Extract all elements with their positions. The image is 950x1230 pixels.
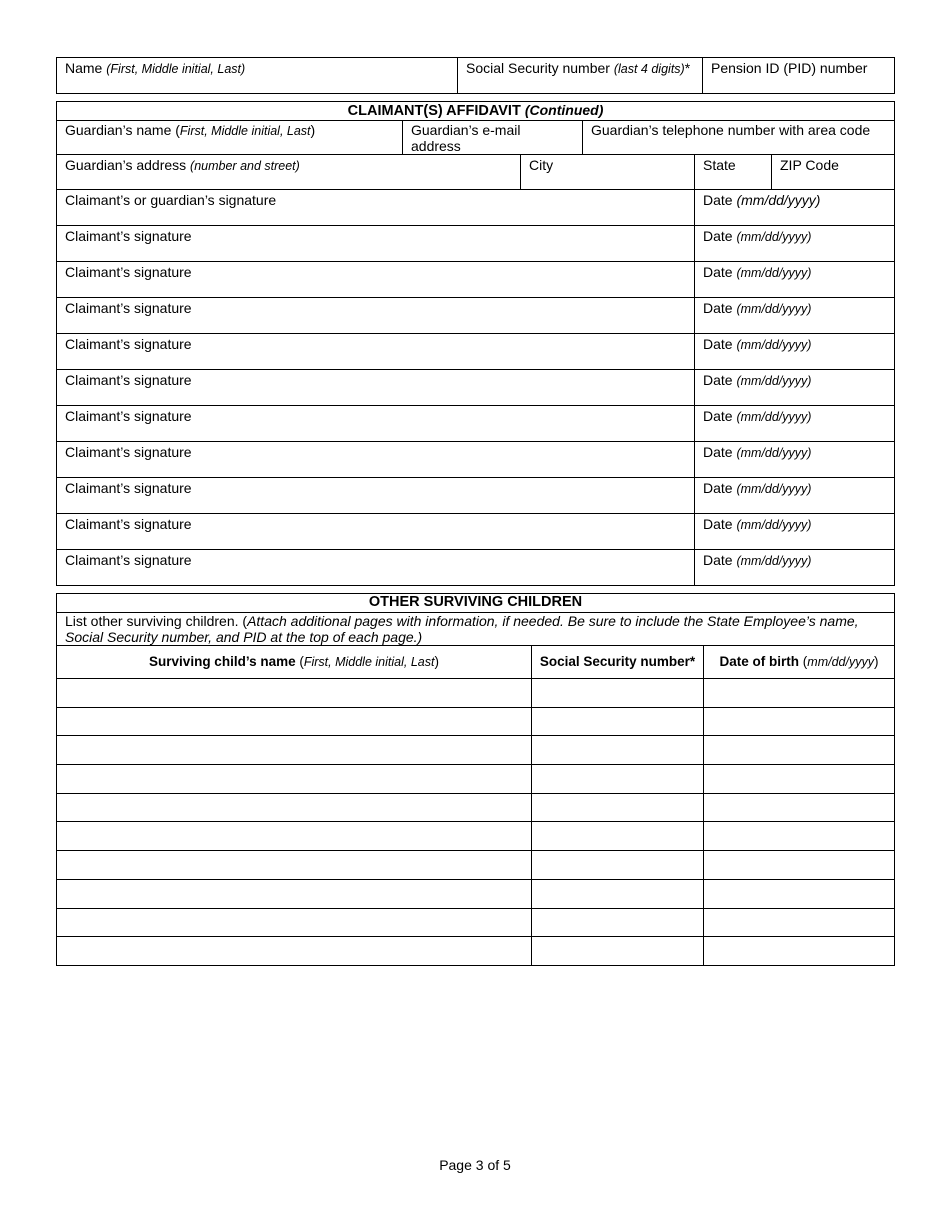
claimant-signature-label: Claimant’s signature (65, 516, 192, 532)
child-dob-value (704, 880, 894, 881)
guardian-name-field[interactable] (57, 121, 403, 155)
child-dob-value (704, 708, 894, 709)
guardian-name-label: Guardian’s name ( (65, 122, 180, 138)
child-dob-cell[interactable] (704, 765, 895, 794)
child-row (57, 908, 895, 937)
child-ssn-value (532, 708, 703, 709)
claimant-signature-field[interactable] (57, 370, 695, 406)
child-name-value (57, 765, 531, 766)
child-dob-cell[interactable] (704, 879, 895, 908)
col-dob-label: Date of birth (719, 654, 800, 669)
zip-label: ZIP Code (780, 157, 839, 173)
col-name-close: ) (434, 654, 439, 669)
claimant-signature-label: Claimant’s signature (65, 444, 192, 460)
child-dob-cell[interactable] (704, 736, 895, 765)
state-field[interactable] (695, 155, 772, 190)
claimant-date-label: Date (703, 444, 733, 460)
first-signature-field[interactable] (57, 190, 695, 226)
claimant-date-label: Date (703, 552, 733, 568)
page-number: Page 3 of 5 (439, 1157, 511, 1173)
claimant-signature-label: Claimant’s signature (65, 336, 192, 352)
header-table (56, 57, 895, 94)
claimant-signature-field[interactable] (57, 442, 695, 478)
pid-label: Pension ID (PID) number (711, 60, 868, 76)
city-label: City (529, 157, 554, 173)
child-name-cell[interactable] (57, 707, 532, 736)
claimant-date-hint: (mm/dd/yyyy) (736, 374, 812, 388)
claimant-signature-row (57, 406, 895, 442)
child-name-value (57, 736, 531, 737)
child-dob-cell[interactable] (704, 793, 895, 822)
child-row (57, 937, 895, 966)
child-name-cell[interactable] (57, 879, 532, 908)
affidavit-title-suffix: (Continued) (524, 102, 604, 118)
claimant-date-hint: (mm/dd/yyyy) (736, 410, 812, 424)
child-name-value (57, 679, 531, 680)
ssn-mark: * (684, 60, 691, 76)
claimant-signature-row (57, 442, 895, 478)
child-ssn-value (532, 937, 703, 938)
child-ssn-cell[interactable] (532, 908, 704, 937)
affidavit-table (56, 101, 895, 586)
child-row (57, 851, 895, 880)
claimant-date-label: Date (703, 408, 733, 424)
child-ssn-value (532, 765, 703, 766)
claimant-date-field[interactable] (695, 514, 895, 550)
guardian-address-hint: (number and street) (190, 159, 300, 173)
zip-field[interactable] (772, 155, 895, 190)
claimant-signature-field[interactable] (57, 334, 695, 370)
child-name-cell[interactable] (57, 822, 532, 851)
child-dob-cell[interactable] (704, 908, 895, 937)
claimant-date-field[interactable] (695, 298, 895, 334)
guardian-email-field[interactable] (403, 121, 583, 155)
child-name-value (57, 822, 531, 823)
claimant-date-field[interactable] (695, 370, 895, 406)
state-label: State (703, 157, 736, 173)
claimant-signature-row (57, 262, 895, 298)
col-dob-open: ( (799, 654, 808, 669)
ssn-label: Social Security number (466, 60, 610, 76)
guardian-address-label: Guardian’s address (65, 157, 187, 173)
claimant-signature-label: Claimant’s signature (65, 372, 192, 388)
child-ssn-value (532, 822, 703, 823)
claimant-date-hint: (mm/dd/yyyy) (736, 446, 812, 460)
child-ssn-cell[interactable] (532, 679, 704, 708)
ssn-hint: (last 4 digits) (613, 62, 685, 76)
child-name-cell[interactable] (57, 851, 532, 880)
child-ssn-value (532, 794, 703, 795)
ssn-field[interactable] (458, 58, 703, 94)
claimant-date-label: Date (703, 264, 733, 280)
child-row (57, 679, 895, 708)
claimant-date-label: Date (703, 372, 733, 388)
child-row (57, 765, 895, 794)
city-field[interactable] (521, 155, 695, 190)
guardian-phone-field[interactable] (583, 121, 895, 155)
claimant-date-hint: (mm/dd/yyyy) (736, 266, 812, 280)
first-date-field[interactable] (695, 190, 895, 226)
first-signature-label: Claimant’s or guardian’s signature (65, 192, 277, 208)
claimant-date-field[interactable] (695, 406, 895, 442)
guardian-email-label: Guardian’s e-mail address (411, 122, 521, 154)
child-name-cell[interactable] (57, 736, 532, 765)
child-ssn-value (532, 679, 703, 680)
child-ssn-cell[interactable] (532, 851, 704, 880)
col-dob-hint: mm/dd/yyyy (807, 655, 874, 669)
claimant-date-field[interactable] (695, 226, 895, 262)
claimant-signature-field[interactable] (57, 478, 695, 514)
child-name-cell[interactable] (57, 908, 532, 937)
claimant-date-field[interactable] (695, 262, 895, 298)
claimant-date-label: Date (703, 516, 733, 532)
child-dob-value (704, 851, 894, 852)
child-ssn-cell[interactable] (532, 822, 704, 851)
child-ssn-value (532, 736, 703, 737)
child-dob-value (704, 765, 894, 766)
guardian-name-hint: First, Middle initial, Last (179, 124, 311, 138)
col-name-open: ( (295, 654, 304, 669)
col-ssn-label: Social Security number* (539, 654, 696, 669)
claimant-date-hint: (mm/dd/yyyy) (736, 338, 812, 352)
claimant-date-label: Date (703, 480, 733, 496)
instruction-plain: List other surviving children. ( (65, 613, 248, 629)
child-row (57, 707, 895, 736)
claimant-signature-row (57, 298, 895, 334)
claimant-date-field[interactable] (695, 478, 895, 514)
child-name-value (57, 909, 531, 910)
claimant-signature-label: Claimant’s signature (65, 552, 192, 568)
child-name-value (57, 880, 531, 881)
col-dob-close: ) (873, 654, 879, 669)
child-ssn-cell[interactable] (532, 793, 704, 822)
child-dob-cell[interactable] (704, 707, 895, 736)
child-dob-cell[interactable] (704, 679, 895, 708)
child-ssn-cell[interactable] (532, 937, 704, 966)
guardian-address-field[interactable] (57, 155, 521, 190)
guardian-name-close: ) (310, 122, 316, 138)
claimant-signature-row (57, 334, 895, 370)
child-name-cell[interactable] (57, 793, 532, 822)
affidavit-title (57, 102, 895, 121)
child-row (57, 879, 895, 908)
children-table (56, 593, 895, 966)
claimant-signature-field[interactable] (57, 298, 695, 334)
claimant-date-hint: (mm/dd/yyyy) (736, 230, 812, 244)
instruction-italic: Attach additional pages with information, if needed. Be sure to include the State Employee’s name, Social Security number, and PID at the top of each page.) (65, 613, 859, 645)
child-dob-value (704, 794, 894, 795)
col-ssn (532, 646, 704, 679)
claimant-signature-label: Claimant’s signature (65, 408, 192, 424)
guardian-phone-label: Guardian’s telephone number with area code (591, 122, 871, 138)
claimant-signature-field[interactable] (57, 550, 695, 586)
claimant-date-label: Date (703, 336, 733, 352)
name-label: Name (65, 60, 103, 76)
child-dob-cell[interactable] (704, 851, 895, 880)
name-hint: (First, Middle initial, Last) (106, 62, 246, 76)
child-name-cell[interactable] (57, 765, 532, 794)
name-field[interactable] (57, 58, 458, 94)
child-dob-value (704, 937, 894, 938)
claimant-signature-field[interactable] (57, 406, 695, 442)
claimant-date-field[interactable] (695, 442, 895, 478)
child-ssn-cell[interactable] (532, 765, 704, 794)
children-title (57, 594, 895, 613)
child-name-value (57, 794, 531, 795)
child-dob-value (704, 679, 894, 680)
col-child-name (57, 646, 532, 679)
claimant-signature-label: Claimant’s signature (65, 228, 192, 244)
child-dob-cell[interactable] (704, 822, 895, 851)
claimant-signature-label: Claimant’s signature (65, 480, 192, 496)
children-title-text: OTHER SURVIVING CHILDREN (368, 594, 583, 610)
child-name-cell[interactable] (57, 937, 532, 966)
claimant-signature-row (57, 478, 895, 514)
child-name-cell[interactable] (57, 679, 532, 708)
claimant-date-hint: (mm/dd/yyyy) (736, 302, 812, 316)
pid-field[interactable] (703, 58, 895, 94)
claimant-date-label: Date (703, 228, 733, 244)
first-date-label: Date (703, 192, 733, 208)
col-name-hint: First, Middle initial, Last (303, 655, 435, 669)
child-row (57, 793, 895, 822)
claimant-signature-row (57, 370, 895, 406)
child-name-value (57, 708, 531, 709)
child-dob-value (704, 736, 894, 737)
claimant-signature-label: Claimant’s signature (65, 264, 192, 280)
claimant-date-hint: (mm/dd/yyyy) (736, 482, 812, 496)
claimant-date-hint: (mm/dd/yyyy) (736, 554, 812, 568)
first-date-hint: (mm/dd/yyyy) (736, 192, 821, 208)
claimant-signature-row (57, 550, 895, 586)
claimant-date-label: Date (703, 300, 733, 316)
claimant-date-hint: (mm/dd/yyyy) (736, 518, 812, 532)
claimant-date-field[interactable] (695, 550, 895, 586)
child-name-value (57, 851, 531, 852)
child-ssn-value (532, 880, 703, 881)
child-ssn-cell[interactable] (532, 736, 704, 765)
claimant-date-field[interactable] (695, 334, 895, 370)
claimant-signature-label: Claimant’s signature (65, 300, 192, 316)
claimant-signature-field[interactable] (57, 226, 695, 262)
claimant-signature-row (57, 226, 895, 262)
claimant-signature-field[interactable] (57, 262, 695, 298)
child-name-value (57, 937, 531, 938)
child-dob-value (704, 909, 894, 910)
child-row (57, 736, 895, 765)
col-dob (704, 646, 895, 679)
child-ssn-value (532, 909, 703, 910)
child-row (57, 822, 895, 851)
children-instruction (57, 613, 895, 646)
affidavit-title-text: CLAIMANT(S) AFFIDAVIT (347, 103, 521, 119)
col-name-label: Surviving child’s name (149, 654, 296, 669)
child-ssn-cell[interactable] (532, 707, 704, 736)
child-dob-cell[interactable] (704, 937, 895, 966)
child-ssn-value (532, 851, 703, 852)
claimant-signature-field[interactable] (57, 514, 695, 550)
child-dob-value (704, 822, 894, 823)
claimant-signature-row (57, 514, 895, 550)
child-ssn-cell[interactable] (532, 879, 704, 908)
